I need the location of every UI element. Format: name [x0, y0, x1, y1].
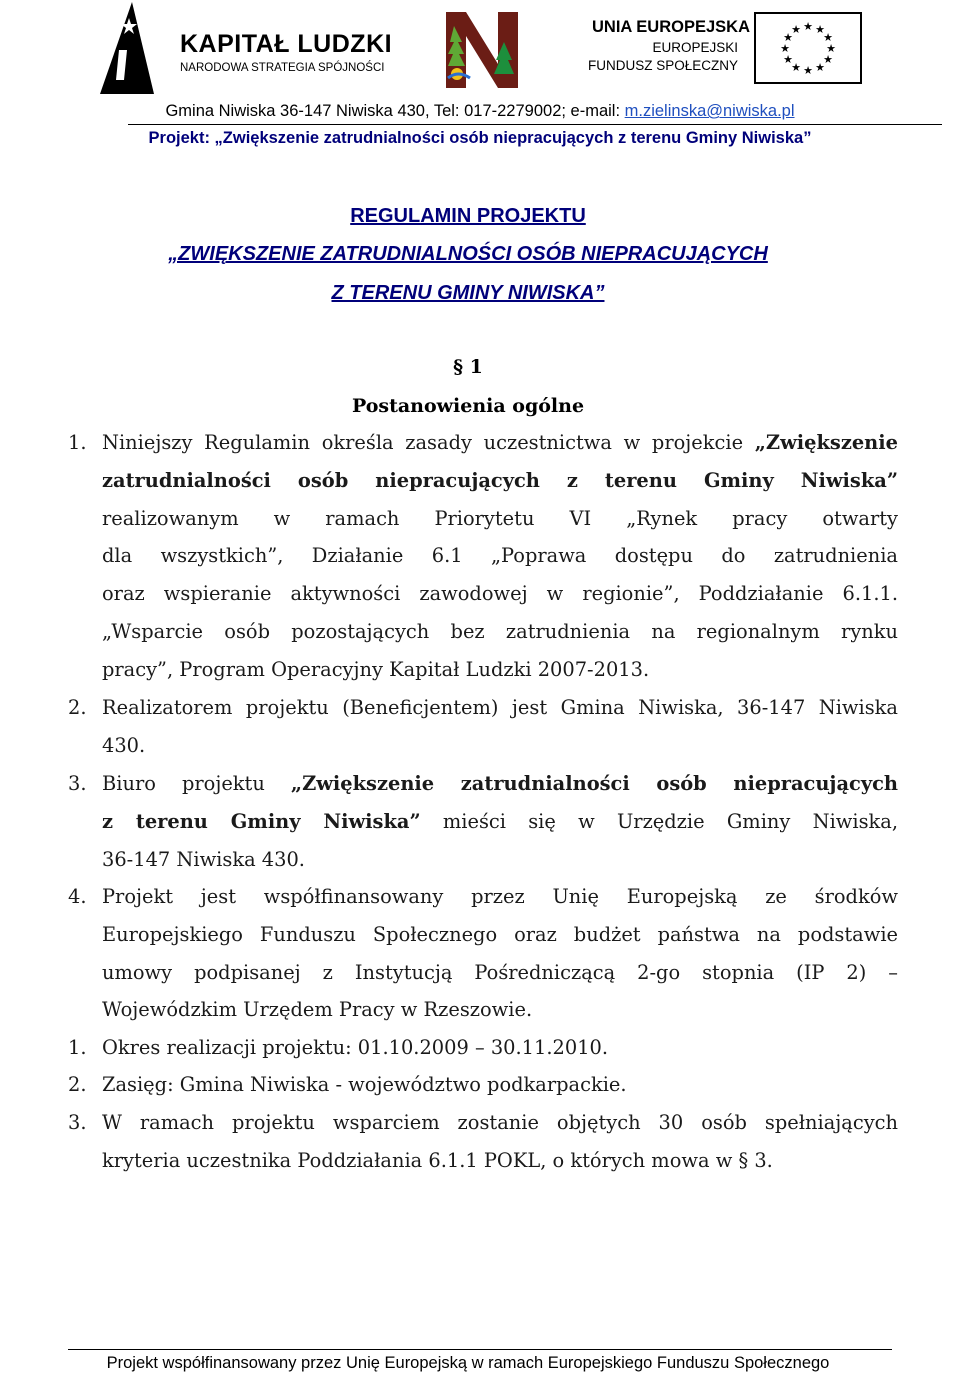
kapital-ludzki-title: KAPITAŁ LUDZKI [180, 30, 393, 58]
email-link[interactable]: m.zielinska@niwiska.pl [624, 102, 795, 120]
eu-stars-icon [756, 14, 860, 82]
paragraph-number-4: 4. [68, 885, 87, 908]
list-item-1 [102, 1029, 898, 1067]
gmina-niwiska-logo [446, 12, 518, 88]
p4-line4: Wojewódzkim Urzędem Pracy w Rzeszowie. [102, 998, 533, 1022]
p1-project-name: „Zwiększenie [754, 431, 898, 454]
ue-line2: EUROPEJSKI [652, 40, 738, 55]
kapital-ludzki-emblem-icon [94, 0, 174, 96]
svg-text:★: ★ [783, 31, 793, 44]
paragraph-1 [102, 424, 898, 689]
p3-project-name: „Zwiększenie zatrudnialności osób niepracujących [290, 772, 898, 795]
document-title: REGULAMIN PROJEKTU [350, 205, 586, 227]
paragraph-2 [102, 689, 898, 765]
section-symbol: § 1 [453, 356, 483, 378]
contact-text: Gmina Niwiska 36-147 Niwiska 430, Tel: 017-2279002; e-mail: [165, 102, 625, 120]
svg-text:★: ★ [780, 42, 790, 55]
svg-text:★: ★ [791, 23, 801, 36]
p1-line2: zatrudnialności osób niepracujących z terenu Gminy Niwiska” [102, 468, 898, 492]
section-heading: Postanowienia ogólne [351, 395, 585, 417]
letterhead-project: Projekt: „Zwiększenie zatrudnialności osób niepracujących z terenu Gminy Niwiska” [148, 129, 812, 147]
q3-line1: W ramach projektu wsparciem zostanie objętych 30 osób spełniających [102, 1111, 898, 1134]
p1-line1: Niniejszy Regulamin określa zasady uczestnictwa w projekcie [102, 431, 755, 454]
eu-flag-logo [754, 12, 862, 84]
list-item-2 [102, 1066, 898, 1104]
ue-title: UNIA EUROPEJSKA [592, 18, 750, 36]
p4-line3: umowy podpisanej z Instytucją Pośredniczącą 2-go stopnia (IP 2) – [102, 960, 898, 984]
paragraph-4 [102, 878, 898, 1029]
gmina-niwiska-emblem-icon [446, 12, 518, 88]
list-number-3: 3. [68, 1111, 87, 1134]
p2-line2: 430. [102, 733, 146, 757]
letterhead-contact [0, 102, 960, 121]
p3-project-name-end: z terenu Gminy Niwiska” [102, 809, 421, 833]
p4-line2: Europejskiego Funduszu Społecznego oraz budżet państwa na podstawie [102, 922, 898, 946]
p1-line5: oraz wspieranie aktywności zawodowej w regionie”, Poddziałanie 6.1.1. [102, 582, 898, 606]
svg-text:★: ★ [815, 61, 825, 74]
p1-line6: „Wsparcie osób pozostających bez zatrudnienia na regionalnym rynku [102, 619, 898, 643]
svg-text:★: ★ [815, 23, 825, 36]
paragraph-3 [102, 765, 898, 878]
paragraph-number-3: 3. [68, 772, 87, 795]
p4-line1: Projekt jest współfinansowany przez Unię Europejską ze środków [102, 885, 898, 908]
p1-line7: pracy”, Program Operacyjny Kapitał Ludzki 2007-2013. [102, 657, 650, 681]
svg-text:★: ★ [783, 53, 793, 66]
p3-line1: Biuro projektu [102, 772, 291, 795]
kapital-ludzki-subtitle: NARODOWA STRATEGIA SPÓJNOŚCI [180, 62, 385, 74]
document-title-line2: „ZWIĘKSZENIE ZATRUDNIALNOŚCI OSÓB NIEPRACUJĄCYCH [168, 243, 768, 265]
paragraph-number-2: 2. [68, 696, 87, 719]
p3-line3: 36-147 Niwiska 430. [102, 847, 305, 871]
footer-text: Projekt współfinansowany przez Unię Europejską w ramach Europejskiego Funduszu Społecznego [106, 1354, 830, 1372]
svg-text:★: ★ [803, 20, 813, 33]
p1-line4: dla wszystkich”, Działanie 6.1 „Poprawa dostępu do zatrudnienia [102, 544, 898, 568]
letterhead-divider [128, 124, 942, 125]
footer-divider [68, 1349, 892, 1350]
ue-line3: FUNDUSZ SPOŁECZNY [588, 58, 739, 73]
svg-text:★: ★ [791, 61, 801, 74]
svg-text:★: ★ [823, 53, 833, 66]
p3-line2: mieści się w Urzędzie Gminy Niwiska, [420, 809, 898, 833]
kapital-ludzki-logo [94, 0, 394, 96]
svg-text:★: ★ [803, 64, 813, 77]
logo-bar [0, 0, 960, 100]
q1-text: Okres realizacji projektu: 01.10.2009 – 30.11.2010. [102, 1036, 609, 1059]
list-number-1: 1. [68, 1036, 87, 1059]
list-number-2: 2. [68, 1073, 87, 1096]
p1-line3: realizowanym w ramach Priorytetu VI „Rynek pracy otwarty [102, 506, 898, 530]
paragraph-number-1: 1. [68, 431, 87, 454]
document-title-line3: Z TERENU GMINY NIWISKA” [331, 282, 605, 304]
svg-text:★: ★ [826, 42, 836, 55]
list-item-3 [102, 1104, 898, 1180]
ue-logo [588, 12, 868, 88]
p2-line1: Realizatorem projektu (Beneficjentem) jest Gmina Niwiska, 36-147 Niwiska [102, 696, 898, 719]
q3-line2: kryteria uczestnika Poddziałania 6.1.1 POKL, o których mowa w § 3. [102, 1148, 773, 1172]
svg-text:★: ★ [823, 31, 833, 44]
q2-text: Zasięg: Gmina Niwiska - województwo podkarpackie. [102, 1073, 627, 1096]
